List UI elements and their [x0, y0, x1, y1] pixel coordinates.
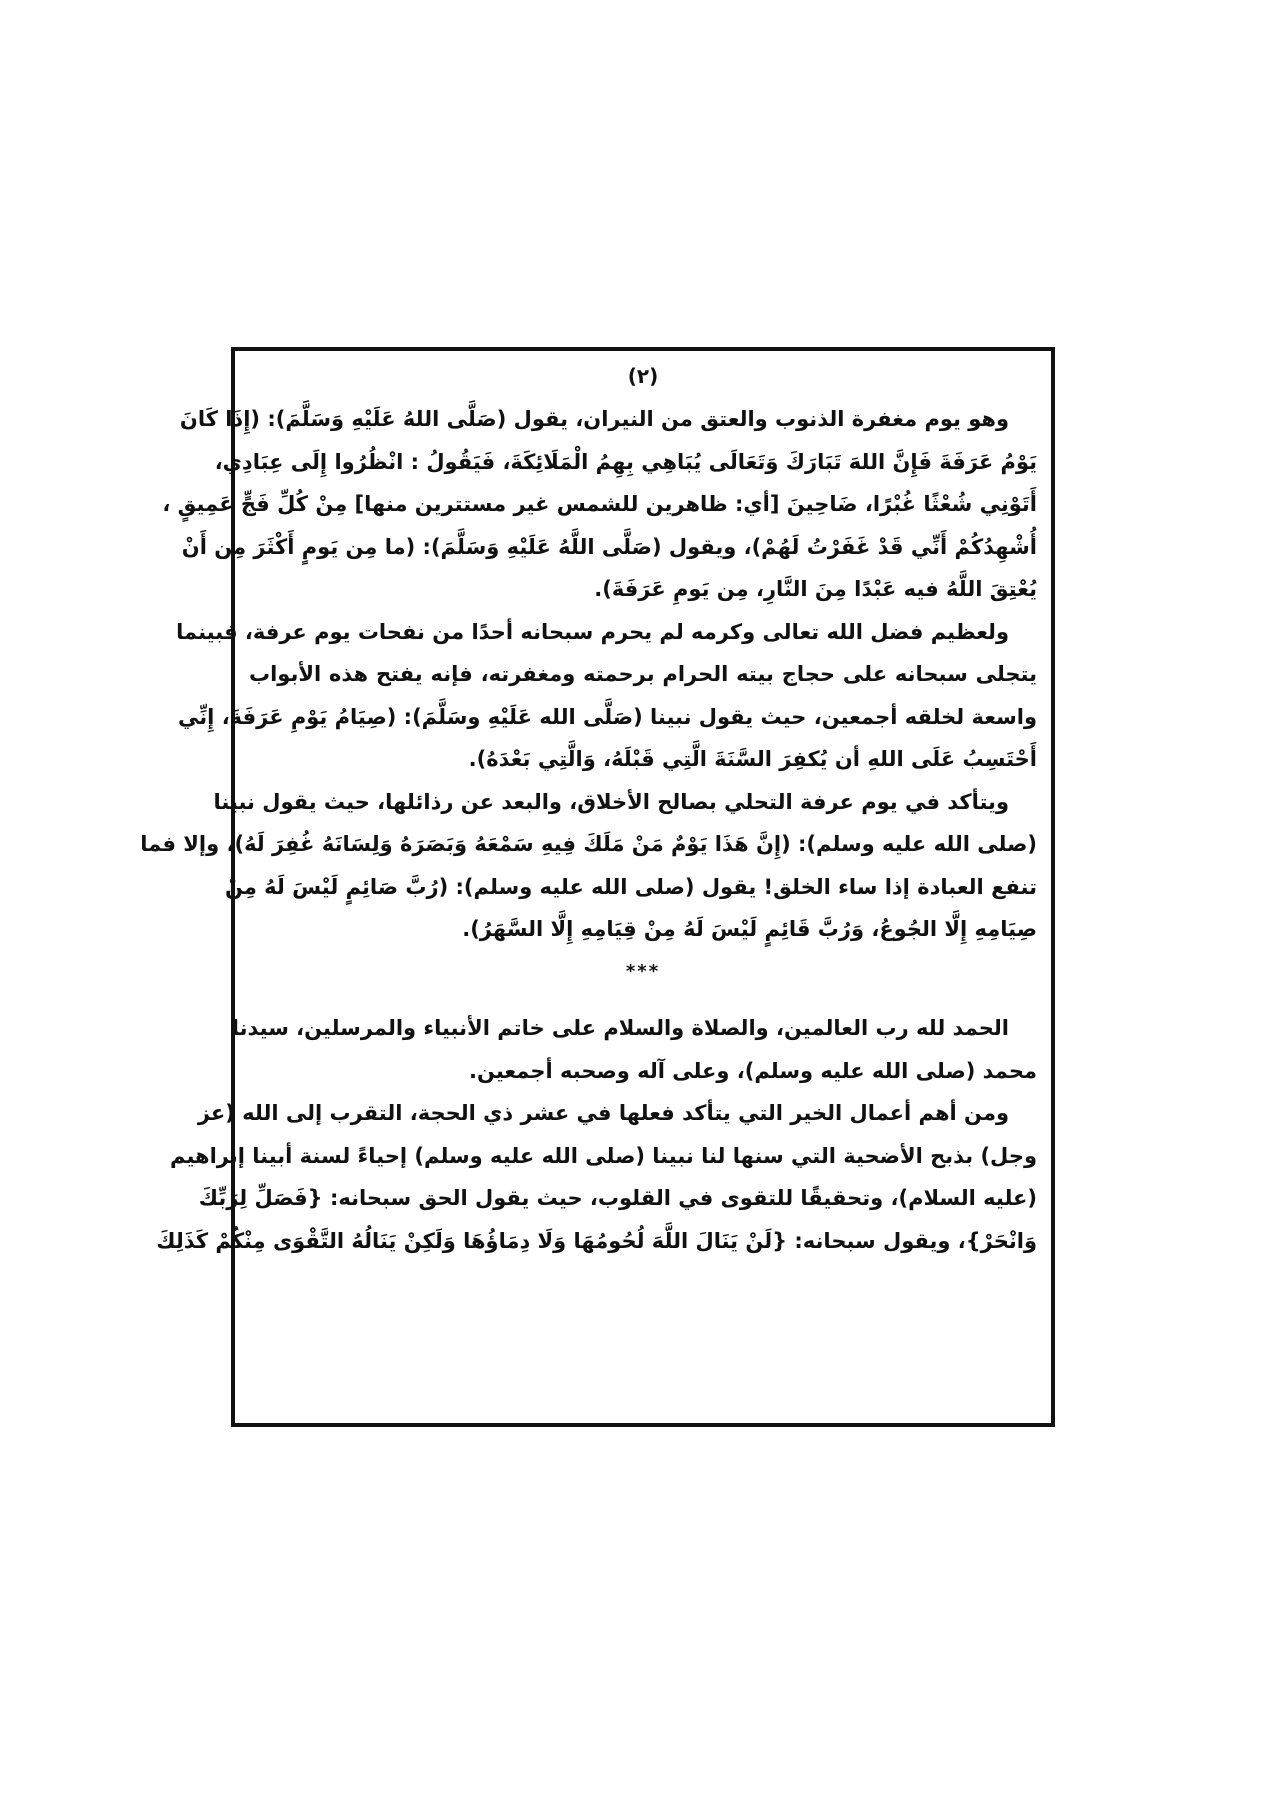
- page-border-frame: [140, 347, 1055, 1427]
- text-line: أَتَوْنِي شُعْثًا غُبْرًا، ضَاحِينَ [أي: ظاهرين للشمس غير مستترين منها] مِنْ كُلِّ فَجٍّ عَمِيقٍ ،: [162, 492, 1037, 516]
- page-body: [140, 398, 1037, 1262]
- text-line: تنفع العبادة إذا ساء الخلق! يقول (صلى الله عليه وسلم): (رُبَّ صَائِمٍ لَيْسَ لَهُ مِنْ: [224, 874, 1037, 899]
- text-line: الحمد لله رب العالمين، والصلاة والسلام على خاتم الأنبياء والمرسلين، سيدنا: [231, 1016, 1009, 1040]
- paragraph-good-manners: [140, 781, 1037, 951]
- paragraph-praise: [231, 1007, 1037, 1092]
- text-line: (عليه السلام)، وتحقيقًا للتقوى في القلوب، حيث يقول الحق سبحانه: {فَصَلِّ لِرَبِّكَ: [198, 1186, 1037, 1210]
- page-number: (٢): [627, 364, 659, 388]
- text-line: واسعة لخلقه أجمعين، حيث يقول نبينا (صَلَّى الله عَلَيْهِ وسَلَّمَ): (صِيَامُ يَوْمِ عَرَفَةَ، إِنِّي: [178, 704, 1037, 729]
- text-line: أُشْهِدُكُمْ أَنِّي قَدْ غَفَرْتُ لَهُمْ)، ويقول (صَلَّى اللَّهُ عَلَيْهِ وَسَلَّمَ): (ما مِن يَومٍ أَكْثَرَ مِن أَنْ: [181, 534, 1037, 559]
- text-line: ومن أهم أعمال الخير التي يتأكد فعلها في عشر ذي الحجة، التقرب إلى الله (عز: [197, 1101, 1009, 1125]
- text-line: وهو يوم مغفرة الذنوب والعتق من النيران، يقول (صَلَّى اللهُ عَلَيْهِ وَسَلَّمَ): (إِذَا كَانَ: [179, 407, 1009, 431]
- text-line: (صلى الله عليه وسلم): (إِنَّ هَذَا يَوْمٌ مَنْ مَلَكَ فِيهِ سَمْعَهُ وَبَصَرَهُ وَلِسَانَهُ غُفِرَ لَهُ)، وإلا فما: [140, 832, 1037, 856]
- text-line: يتجلى سبحانه على حجاج بيته الحرام برحمته ومغفرته، فإنه يفتح هذه الأبواب: [249, 662, 1037, 686]
- section-separator: ***: [625, 960, 661, 982]
- text-line: وجل) بذبح الأضحية التي سنها لنا نبينا (صلى الله عليه وسلم) إحياءً لسنة أبينا إبراهيم: [169, 1143, 1037, 1168]
- text-line: يَوْمُ عَرَفَةَ فَإِنَّ اللهَ تَبَارَكَ وَتَعَالَى يُبَاهِي بِهِمُ الْمَلَائِكَةَ، فَيَقُولُ : انْظُرُوا إِلَى عِبَادِي،: [214, 449, 1037, 474]
- text-line: أَحْتَسِبُ عَلَى اللهِ أن يُكفِرَ السَّنَةَ الَّتِي قَبْلَهُ، وَالَّتِي بَعْدَهُ).: [468, 747, 1037, 771]
- text-line: محمد (صلى الله عليه وسلم)، وعلى آله وصحبه أجمعين.: [468, 1058, 1037, 1083]
- spacer: [249, 993, 1037, 1007]
- paragraph-arafah-forgiveness: [162, 398, 1037, 611]
- paragraph-arafah-fasting: [176, 611, 1037, 781]
- text-line: صِيَامِهِ إِلَّا الجُوعُ، وَرُبَّ قَائِمٍ لَيْسَ لَهُ مِنْ قِيَامِهِ إِلَّا السَّهَرُ).: [462, 917, 1037, 941]
- paragraph-udhiyah: [156, 1092, 1037, 1262]
- text-line: يُعْتِقَ اللَّهُ فيه عَبْدًا مِنَ النَّارِ، مِن يَومِ عَرَفَةَ).: [594, 577, 1037, 601]
- text-line: ولعظيم فضل الله تعالى وكرمه لم يحرم سبحانه أحدًا من نفحات يوم عرفة، فبينما: [176, 619, 1009, 644]
- text-line: وَانْحَرْ}، ويقول سبحانه: {لَنْ يَنَالَ اللَّهَ لُحُومُهَا وَلَا دِمَاؤُهَا وَلَكِنْ يَنَالُهُ التَّقْوَى مِنْكُمْ كَذَلِكَ: [156, 1228, 1037, 1253]
- text-line: ويتأكد في يوم عرفة التحلي بصالح الأخلاق، والبعد عن رذائلها، حيث يقول نبينا: [213, 789, 1009, 814]
